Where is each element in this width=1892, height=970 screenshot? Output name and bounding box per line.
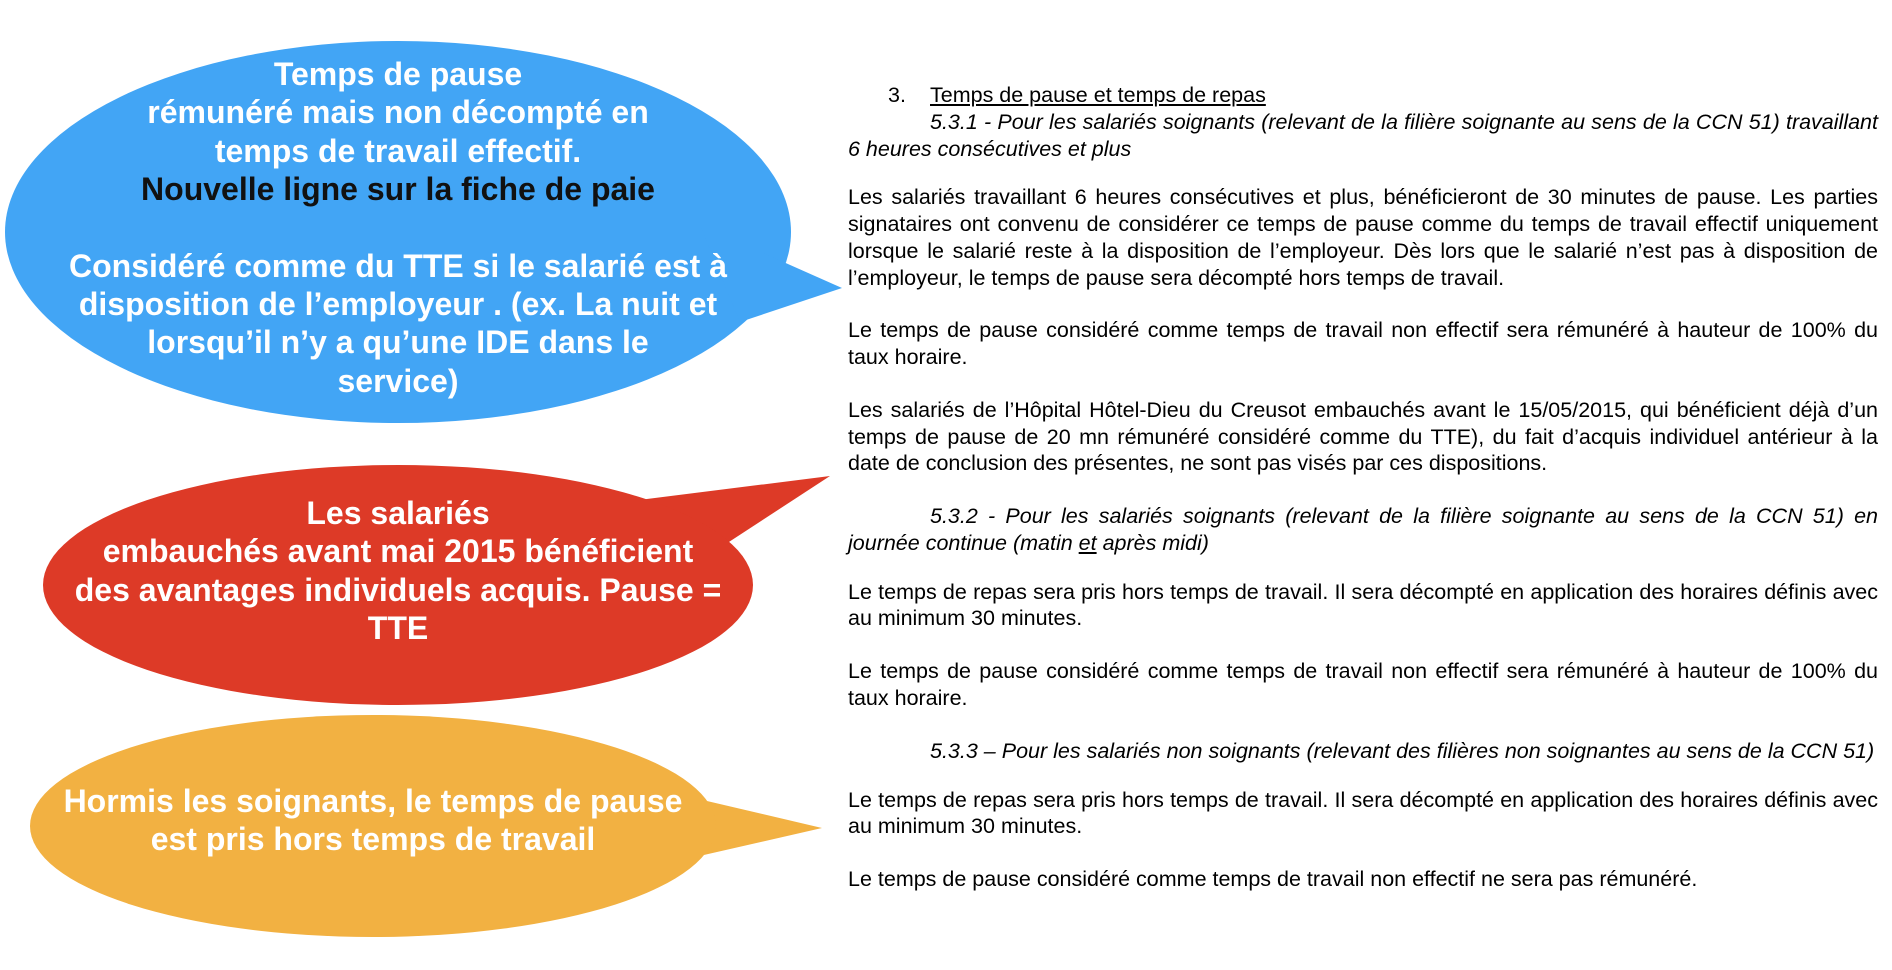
orange-bubble-text: [40, 782, 706, 859]
paragraph: Les salariés de l’Hôpital Hôtel-Dieu du Creusot embauchés avant le 15/05/2015, qui bénéficient déjà d’un temps de pause de 20 mn rémunéré considéré comme du TTE), du fait d’acquis individuel antérieur à la date de conclusion des présentes, ne sont pas visés par ces dispositions.: [848, 397, 1878, 476]
blue-bubble-line: temps de travail effectif.: [214, 132, 582, 169]
subsection-title-underlined-word: et: [1078, 530, 1097, 555]
paragraph: Le temps de repas sera pris hors temps de travail. Il sera décompté en application des horaires définis avec au minimum 30 minutes.: [848, 787, 1878, 839]
subsection-title-5-3-1: 5.3.1 - Pour les salariés soignants (relevant de la filière soignante au sens de la CCN 51) travaillant 6 heures consécutives et plus: [848, 109, 1878, 161]
paragraph: Les salariés travaillant 6 heures consécutives et plus, bénéficieront de 30 minutes de pause. Les parties signataires ont convenu de considérer ce temps de pause comme du temps de travail effectif uniquement lorsque le salarié reste à la disposition de l’employeur. Dès lors que le salarié n’est pas à disposition de l’employeur, le temps de pause sera décompté hors temps de travail.: [848, 185, 1878, 290]
paragraph: Le temps de pause considéré comme temps de travail non effectif sera rémunéré à hauteur de 100% du taux horaire.: [848, 318, 1878, 370]
section-heading: [848, 82, 1878, 109]
blue-bubble-line: service): [337, 362, 459, 399]
red-bubble-line: des avantages individuels acquis. Pause =: [74, 571, 722, 608]
subsection-title-5-3-3: 5.3.3 – Pour les salariés non soignants (relevant des filières non soignantes au sens de la CCN 51): [930, 738, 1875, 763]
blue-bubble-line: rémunéré mais non décompté en: [147, 94, 649, 131]
red-bubble-line: Les salariés: [306, 495, 490, 531]
paragraph: Le temps de pause considéré comme temps de travail non effectif ne sera pas rémunéré.: [848, 867, 1698, 892]
blue-bubble-text: [10, 55, 786, 400]
orange-bubble-line: est pris hors temps de travail: [150, 821, 596, 858]
blue-bubble-line: Considéré comme du TTE si le salarié est à: [68, 247, 728, 284]
blue-bubble-highlight-line: Nouvelle ligne sur la fiche de paie: [141, 171, 655, 208]
section-title: Temps de pause et temps de repas: [930, 83, 1266, 107]
blue-bubble-line: disposition de l’employeur . (ex. La nuit et: [78, 285, 718, 322]
red-bubble-line: embauchés avant mai 2015 bénéficient: [102, 533, 694, 570]
blue-bubble-spacer: [10, 209, 786, 247]
blue-bubble-line: lorsqu’il n’y a qu’une IDE dans le: [147, 324, 649, 361]
agreement-excerpt: [848, 82, 1878, 919]
subsection-title-text: après midi): [1096, 530, 1209, 555]
orange-bubble-line: Hormis les soignants, le temps de pause: [63, 783, 683, 819]
subsection-title-5-3-2: [848, 503, 1878, 557]
section-number: 3.: [888, 83, 906, 107]
paragraph: Le temps de repas sera pris hors temps de travail. Il sera décompté en application des horaires définis avec au minimum 30 minutes.: [848, 579, 1878, 631]
paragraph: Le temps de pause considéré comme temps de travail non effectif sera rémunéré à hauteur de 100% du taux horaire.: [848, 659, 1878, 711]
subsection-title-text: 5.3.2 - Pour les salariés soignants (relevant de la filière soignante au sens de la CCN 51) en journée continue (matin: [848, 504, 1878, 555]
red-bubble-line: TTE: [367, 610, 429, 647]
red-bubble-text: [48, 494, 748, 648]
blue-bubble-line: Temps de pause: [273, 56, 523, 92]
